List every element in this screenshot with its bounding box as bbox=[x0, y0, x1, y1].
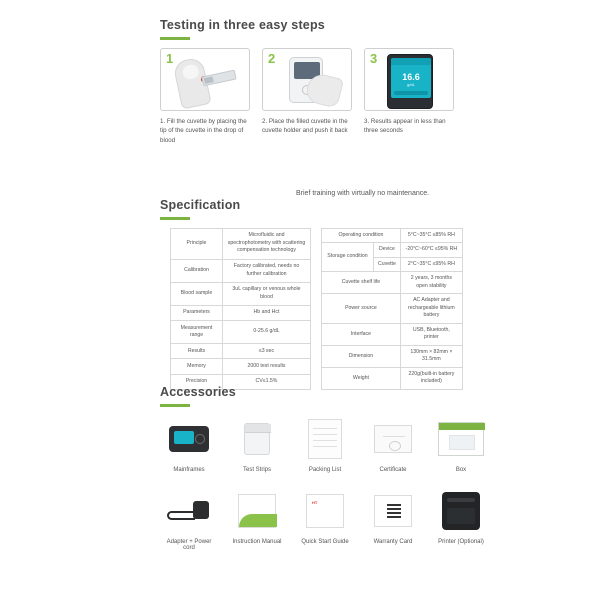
steps-row bbox=[0, 48, 600, 146]
heading-rule bbox=[160, 37, 190, 40]
list-item bbox=[228, 415, 286, 473]
table-row bbox=[322, 294, 463, 324]
accessories-section bbox=[0, 385, 600, 551]
list-item bbox=[296, 415, 354, 473]
step-1-image bbox=[160, 48, 250, 111]
spec-label: Parameters bbox=[171, 305, 223, 320]
step-caption: 2. Place the filled cuvette in the cuvette holder and push it back bbox=[262, 117, 348, 135]
maintenance-note: Brief training with virtually no maintenance. bbox=[296, 190, 430, 197]
spec-value: USB, Bluetooth, printer bbox=[400, 323, 462, 345]
step-3-image bbox=[364, 48, 454, 111]
spec-label: Principle bbox=[171, 228, 223, 259]
spec-label: Precision bbox=[171, 374, 223, 389]
step-1 bbox=[160, 48, 250, 146]
table-row bbox=[322, 323, 463, 345]
table-row bbox=[171, 228, 311, 259]
list-item bbox=[160, 487, 218, 551]
accessory-label: Box bbox=[455, 466, 467, 473]
spec-label: Weight bbox=[322, 367, 401, 389]
screen-titlebar bbox=[391, 58, 431, 65]
table-row bbox=[322, 228, 463, 243]
adapter-icon bbox=[160, 487, 218, 535]
analyzer-result-icon bbox=[387, 54, 433, 109]
step-2-image bbox=[262, 48, 352, 111]
steps-heading-block bbox=[0, 18, 600, 40]
table-row bbox=[171, 305, 311, 320]
result-value: 16.6 bbox=[402, 71, 420, 82]
table-row bbox=[322, 243, 463, 258]
result-unit: g/dL bbox=[407, 81, 415, 87]
accessory-label: Printer (Optional) bbox=[438, 538, 484, 545]
table-row bbox=[171, 259, 311, 282]
spec-label: Interface bbox=[322, 323, 401, 345]
spec-value: 2°C~35°C ≤95% RH bbox=[400, 257, 462, 272]
spec-value: AC Adapter and rechargeable lithium battery bbox=[400, 294, 462, 324]
spec-label: Blood sample bbox=[171, 282, 223, 305]
spec-label: Memory bbox=[171, 359, 223, 374]
spec-value: 130mm × 82mm × 31.5mm bbox=[400, 345, 462, 367]
spec-table-right bbox=[321, 228, 463, 390]
list-item bbox=[432, 487, 490, 551]
specification-section bbox=[0, 198, 600, 390]
table-row bbox=[322, 345, 463, 367]
spec-value: Factory calibrated, needs no further calibration bbox=[223, 259, 311, 282]
list-item bbox=[296, 487, 354, 551]
step-number: 3 bbox=[370, 50, 378, 66]
spec-label: Operating condition bbox=[322, 228, 401, 243]
spec-tables bbox=[0, 228, 600, 390]
spec-label: Storage condition bbox=[322, 243, 374, 272]
list-item bbox=[160, 415, 218, 473]
quick-guide-icon: HT bbox=[296, 487, 354, 535]
box-icon bbox=[432, 415, 490, 463]
spec-value: 5°C~35°C ≤85% RH bbox=[400, 228, 462, 243]
heading-rule bbox=[160, 404, 190, 407]
list-item bbox=[364, 415, 422, 473]
spec-label: Measurement range bbox=[171, 321, 223, 344]
accessory-label: Packing List bbox=[308, 466, 342, 473]
step-number: 1 bbox=[166, 50, 174, 66]
accessories-title: Accessories bbox=[160, 385, 236, 399]
spec-value: Microfluidic and spectrophotometry with scattering compensation technology bbox=[223, 228, 311, 259]
step-2 bbox=[262, 48, 352, 146]
accessory-label: Certificate bbox=[379, 466, 407, 473]
accessory-label: Warranty Card bbox=[373, 538, 413, 545]
spec-value: 2 years, 3 months open stability bbox=[400, 272, 462, 294]
accessories-row-2 bbox=[0, 487, 600, 551]
table-row bbox=[171, 344, 311, 359]
specification-title: Specification bbox=[160, 198, 241, 212]
step-caption: 1. Fill the cuvette by placing the tip of the cuvette in the drop of blood bbox=[160, 117, 247, 144]
heading-rule bbox=[160, 217, 190, 220]
spec-heading-block bbox=[0, 198, 600, 220]
cuvette-icon bbox=[201, 69, 236, 86]
table-row bbox=[171, 321, 311, 344]
accessories-heading-block bbox=[0, 385, 600, 407]
spec-value: CV≤1.5% bbox=[223, 374, 311, 389]
spec-value: Hb and Hct bbox=[223, 305, 311, 320]
spec-label: Power source bbox=[322, 294, 401, 324]
result-screen bbox=[391, 58, 431, 98]
device-icon bbox=[160, 415, 218, 463]
accessories-row-1 bbox=[0, 415, 600, 473]
accessory-label: Mainframes bbox=[173, 466, 205, 473]
accessory-label: Quick Start Guide bbox=[301, 538, 349, 545]
spec-sublabel: Device bbox=[374, 243, 401, 258]
accessory-label: Test Strips bbox=[242, 466, 271, 473]
step-caption: 3. Results appear in less than three seconds bbox=[364, 117, 446, 135]
list-item bbox=[228, 487, 286, 551]
step-3 bbox=[364, 48, 454, 146]
spec-label: Calibration bbox=[171, 259, 223, 282]
screen-bar bbox=[394, 91, 428, 95]
testing-steps-section bbox=[0, 18, 600, 197]
spec-label: Cuvette shelf life bbox=[322, 272, 401, 294]
spec-value: 2000 test results bbox=[223, 359, 311, 374]
step-number: 2 bbox=[268, 50, 276, 66]
paper-icon bbox=[296, 415, 354, 463]
strip-bottle-icon bbox=[228, 415, 286, 463]
list-item bbox=[364, 487, 422, 551]
spec-label: Results bbox=[171, 344, 223, 359]
spec-value: -20°C~60°C ≤95% RH bbox=[400, 243, 462, 258]
certificate-icon bbox=[364, 415, 422, 463]
spec-sublabel: Cuvette bbox=[374, 257, 401, 272]
accessory-label: Adapter + Power cord bbox=[166, 538, 212, 551]
table-row bbox=[171, 359, 311, 374]
accessory-label: Instruction Manual bbox=[232, 538, 282, 545]
warranty-card-icon bbox=[364, 487, 422, 535]
list-item bbox=[432, 415, 490, 473]
printer-icon bbox=[432, 487, 490, 535]
table-row bbox=[171, 282, 311, 305]
spec-value: 3uL capillary or venous whole blood bbox=[223, 282, 311, 305]
spec-table-left bbox=[170, 228, 311, 390]
table-row bbox=[322, 272, 463, 294]
spec-value: ≤3 sec bbox=[223, 344, 311, 359]
page-title: Testing in three easy steps bbox=[160, 18, 325, 32]
spec-value: 0-25.6 g/dL bbox=[223, 321, 311, 344]
manual-icon bbox=[228, 487, 286, 535]
spec-value: 220g(built-in battery included) bbox=[400, 367, 462, 389]
spec-label: Dimension bbox=[322, 345, 401, 367]
